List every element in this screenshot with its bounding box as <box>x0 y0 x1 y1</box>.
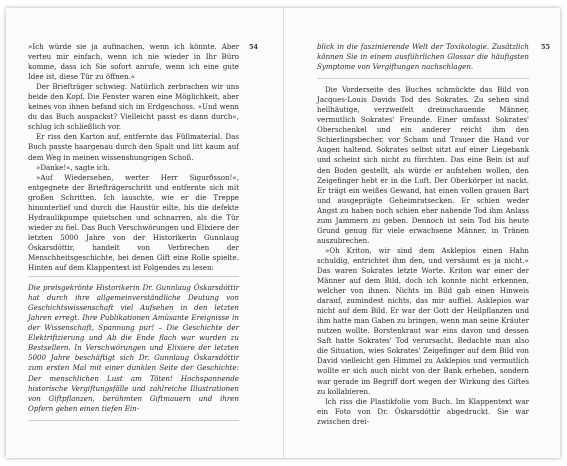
paragraph: »Oh Kriton, wir sind dem Asklepios einen Hahn schuldig, entrichtet ihm den, und versäumt es ja nicht.« Das waren Sokrates letzte Worte. Kriton war einer der Männer auf dem Bild, doch ich konnte nicht erkennen, welcher von ihnen. Nichts im Bild gab einen Hinweis darauf, zumindest nichts, das mir auffiel. Asklepios war nicht auf dem Bild. Er war der Gott der Heilpflanzen und ihm hatte man Gaben zu bringen, wenn man seine Kräuter nutzen wollte. Borstenkraut war eins davon und dessen Saft hatte Sokrates' Tod verursacht. Bedachte man also die Situation, wies Sokrates' Zeigefinger auf dem Bild von David vielleicht gen Himmel zu Asklepios und vermutlich wollte er sich auch nicht von der Bank erheben, sondern war gerade im Begriff dort wegen der Wirkung des Giftes zu kollabieren. <box>317 245 529 396</box>
paragraph: Die Vorderseite des Buches schmückte das Bild von Jacques-Louis Davids Tod des Sokrates. Zu sehen sind hellhäutige, verzweifelt dreinschauende Männer, vermutlich Sokrates' Freunde. Einer umfasst Sokrates' Oberschenkel und ein anderer reicht ihm den Schierlingsbecher, vor Scham und Trauer die Hand vor Augen haltend. Sokrates selbst sitzt auf einer Liegebank und scheint sich nicht zu fürchten. Das eine Bein ist auf den Boden gestellt, als würde er aufstehen wollen, den Zeigefinger hebt er in die Luft. Der Oberkörper ist nackt. Er trägt ein weißes Gewand, hat einen vollen grauen Bart und ausgeprägte Geheimratsecken. Er schien weder Angst zu haben noch schien eher nahende Tod ihm Anlass zum Jammern zu geben. Dennoch ist sein Tod bis heute Grund genug für viele erwachsene Männer, in Tränen auszubrechen. <box>317 85 529 245</box>
book-spread <box>6 8 560 458</box>
page-number: 54 <box>249 43 259 51</box>
blurb-quote <box>28 276 239 421</box>
left-page-text <box>28 42 239 421</box>
quote-text: Die preisgekrönte Historikerin Dr. Gunnlaug Óskarsdóttir hat durch ihre allgemeinverständliche Deutung von Geschichtswissenschaft viel Aufsehen in den letzten Jahren erregt. Ihre Publikationen Amüsante Ereignisse in der Wissenschaft, Spannung pur! – Die Geschichte der Elektrifizierung und Ab die Ende flach war wurden zu Bestsellern. In Verschwörungen und Elixiere der letzten 5000 Jahre beschäftigt sich Dr. Gunnlaug Óskarsdóttir zum ersten Mal mit einer dunklen Seite der Geschichte: Der menschlichen Lust am Töten! Hochspannende historische Vergiftungsfälle und zahlreiche Illustrationen von Giftpflanzen, berühmten Giftmauern und ihren Opfern geben einen tiefen Ein- <box>28 283 239 413</box>
paragraph: »Ich würde sie ja aufmachen, wenn ich könnte. Aber verteu mir einfach, wenn ich nie wieder in Ihr Büro komme, dass ich Sie sofort anrufe, wenn ich eine gute Idee ist, diese Tür zu öffnen.« <box>28 42 239 82</box>
paragraph: »Auf Wiedersehen, werter Herr Sigurðsson!«, entgegnete der Briefträgerschritt und entfernte sich mit großen Schritten. Ich lauschte, wie er die Treppe hinunterlief und durch die Haustür eilte, bis die defekte Hydraulikpumpe quietschen und schnarren, als die Tür wieder zu fiel. Das Buch Verschwörungen und Elixiere der letzten 5000 Jahre von der Historikerin Gunnlaug Óskarsdóttir, handelt von Verbrechen der Menschheitsgeschichte, bei denen Gift eine Rolle spielte. Hinten auf dem Klappentext ist Folgendes zu lesen: <box>28 172 239 273</box>
quote-text: blick in die faszinierende Welt der Toxikologie. Zusätzlich können Sie in einem ausführlichen Glossar die häufigsten Symptome von Vergiftungen nachschlagen. <box>317 42 529 72</box>
paragraph: »Danke!«, sagte ich. <box>36 162 110 172</box>
blurb-quote-continued <box>317 42 529 79</box>
left-page <box>6 8 284 458</box>
paragraph: Der Briefträger schwieg. Natürlich zerbrachen wir uns beide den Kopf. Die Fenster waren eine Möglichkeit, aber keines von ihnen befand sich im Erdgeschoss. »Und wenn du das Buch auspackst? Vielleicht passt es dann durch«, schlug ich schließlich vor. <box>28 82 239 132</box>
right-page-text <box>317 42 529 427</box>
paragraph: Ich riss die Plastikfolie vom Buch. Im Klappentext war ein Foto von Dr. Óskarsdóttir abgedruckt. Sie war zwischen drei- <box>317 396 529 426</box>
right-page <box>284 8 560 458</box>
paragraph: Er riss den Karton auf, entfernte das Füllmaterial. Das Buch passte haargenau durch den Spalt und litt kaum auf dem Weg in meinen wissenshungrigen Schoß. <box>28 132 239 162</box>
page-number: 55 <box>540 43 550 51</box>
